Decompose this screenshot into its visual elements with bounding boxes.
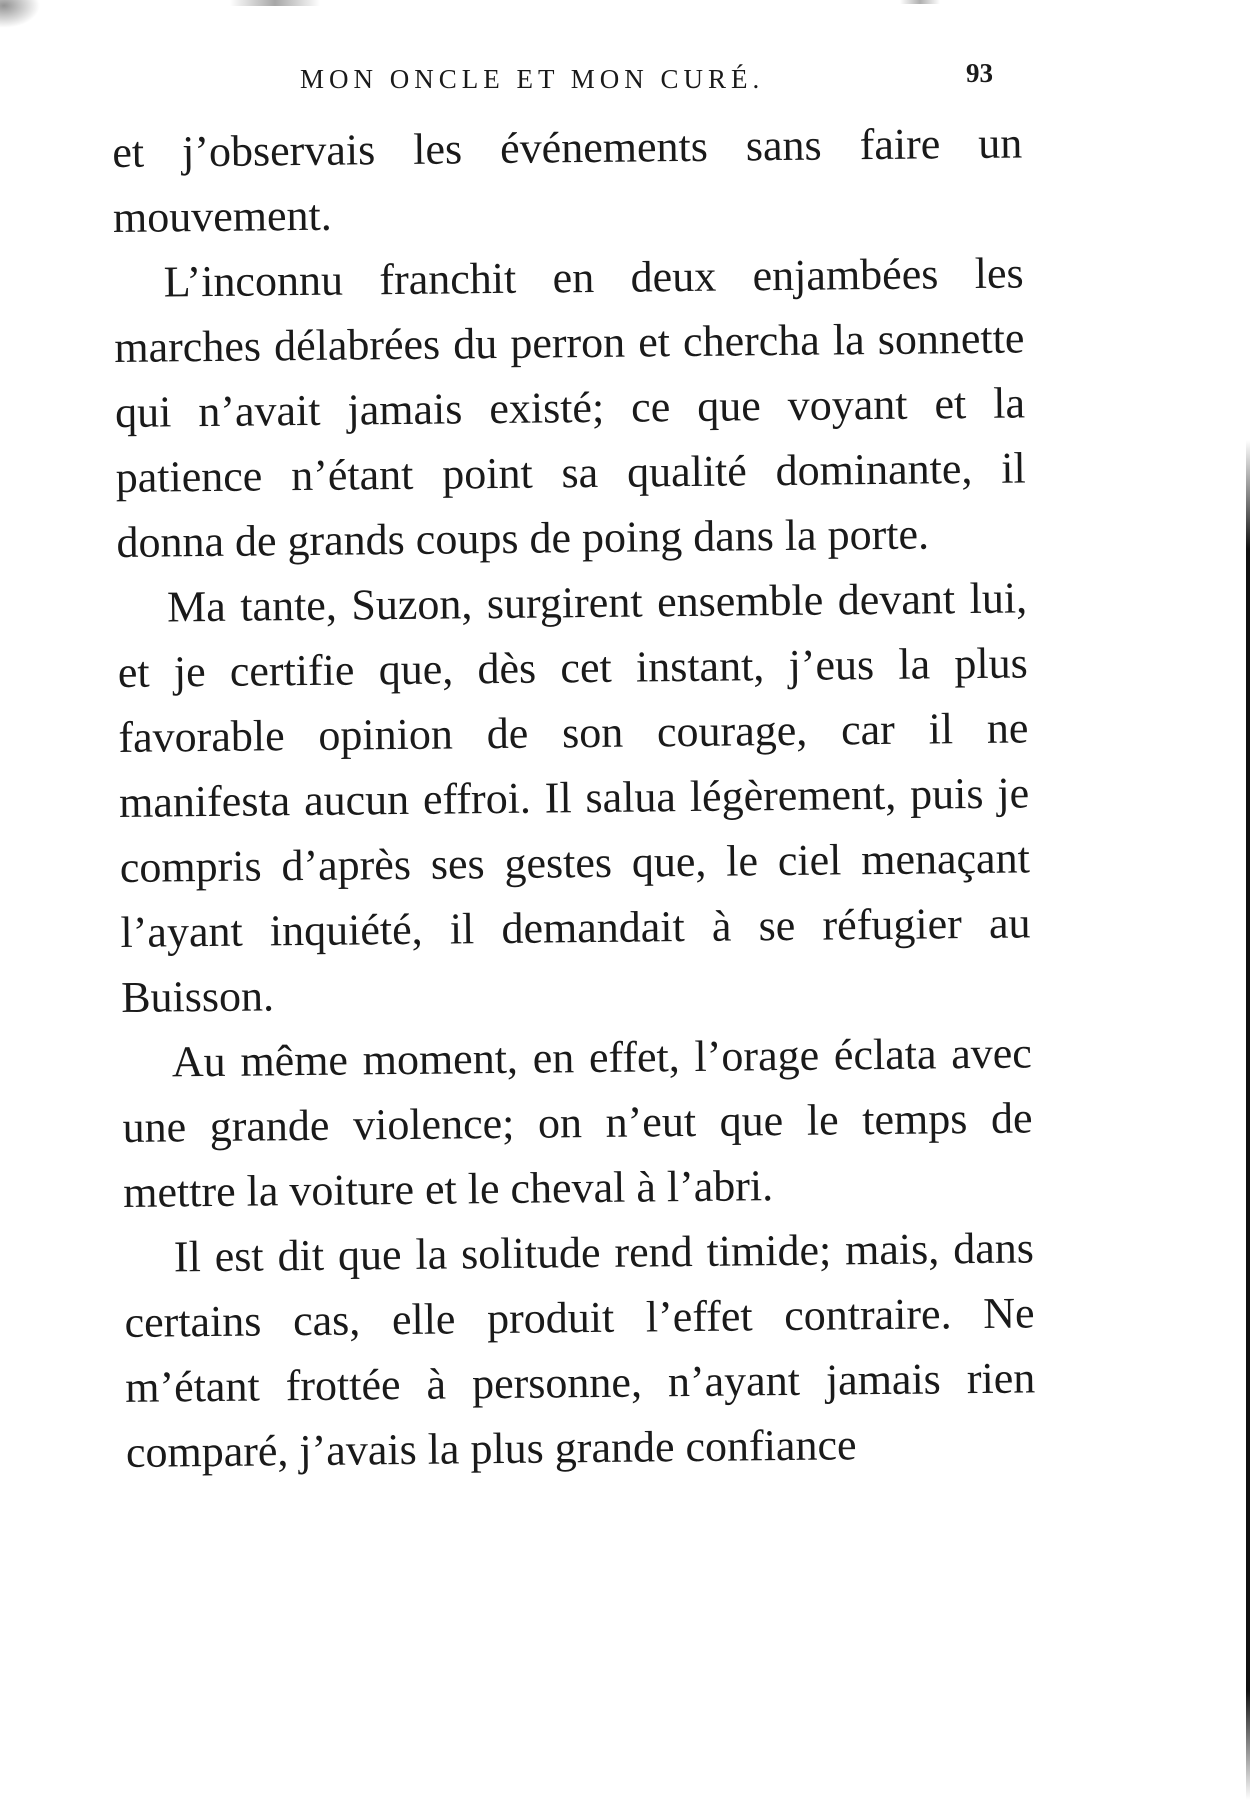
- paragraph: Il est dit que la solitude rend timide; mais, dans certains cas, elle produit l’effet contraire. Ne m’étant frottée à personne, n’ayant jamais rien comparé, j’avais la plus grande confiance: [124, 1223, 1036, 1477]
- paragraph: et j’observais les événements sans faire un mouvement.: [112, 118, 1023, 242]
- running-title: MON ONCLE ET MON CURÉ.: [300, 64, 765, 94]
- paragraph: Au même moment, en effet, l’orage éclata avec une grande violence; on n’eut que le temps de mettre la voiture et le cheval à l’abri.: [122, 1028, 1033, 1217]
- scan-smudge: [230, 0, 320, 6]
- scan-smudge: [0, 0, 40, 28]
- page-edge-shadow: [1246, 440, 1250, 1800]
- scan-smudge: [900, 0, 940, 4]
- paragraph: L’inconnu franchit en deux enjambées les marches délabrées du perron et chercha la sonnette qui n’avait jamais existé; ce que voyant et la patience n’étant point sa qualité dominante, il donna de grands coups de poing dans la porte.: [114, 248, 1026, 567]
- body-text: [112, 110, 1036, 1484]
- paragraph: Ma tante, Suzon, surgirent ensemble devant lui, et je certifie que, dès cet instant, j’eus la plus favorable opinion de son courage, car il ne manifesta aucun effroi. Il salua légèrement, puis je compris d’après ses gestes que, le ciel menaçant l’ayant inquiété, il demandait à se réfugier au Buisson.: [117, 573, 1031, 1022]
- page-number: 93: [966, 58, 993, 88]
